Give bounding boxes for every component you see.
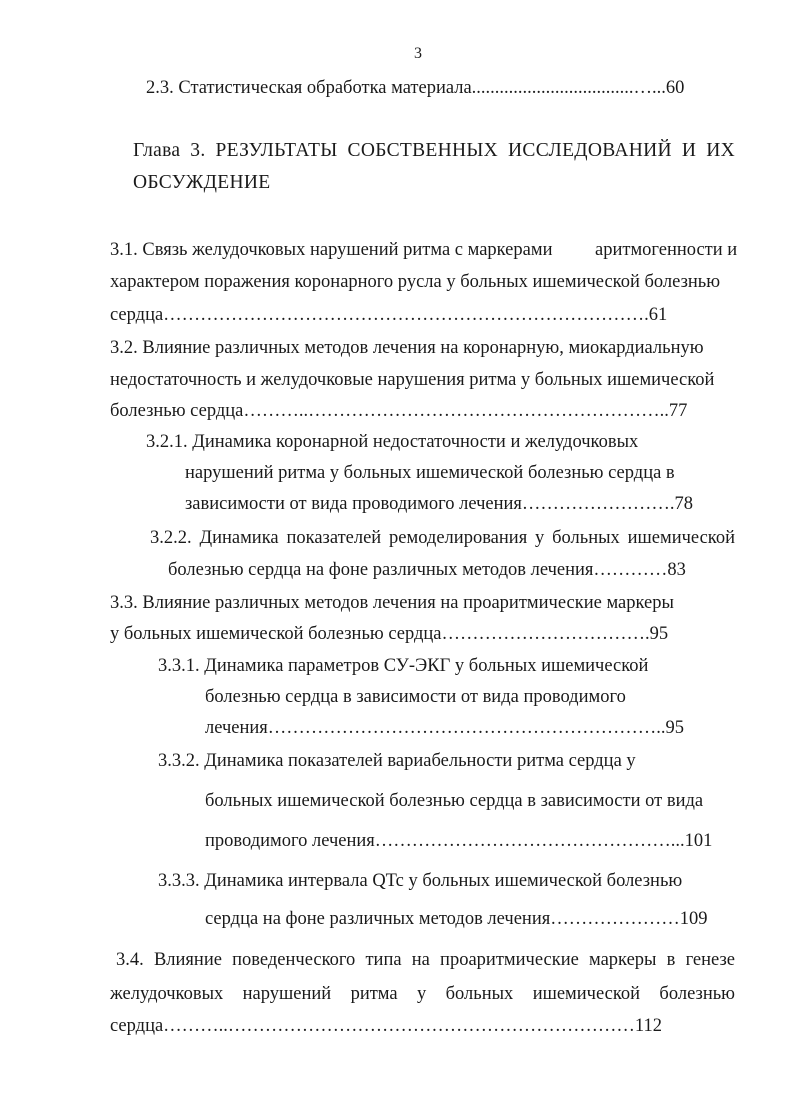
toc-entry-3-2-line-2: недостаточность и желудочковые нарушения ритма у больных ишемической	[110, 370, 715, 390]
toc-entry-3-1-line-1b: аритмогенности и	[595, 240, 738, 260]
toc-entry-2-3: 2.3. Статистическая обработка материала...................................…...60	[146, 78, 685, 98]
toc-entry-3-2-line-3: болезнью сердца………..…………………………………………………..77	[110, 401, 688, 421]
toc-entry-3-2-1-line-2: нарушений ритма у больных ишемической болезнью сердца в	[185, 463, 675, 483]
toc-entry-3-2-1-line-3: зависимости от вида проводимого лечения…………………….78	[185, 494, 694, 514]
toc-entry-3-3-1-line-3: лечения………………………………………………………..95	[205, 718, 685, 738]
toc-entry-3-1-line-1a: 3.1. Связь желудочковых нарушений ритма с маркерами	[110, 240, 553, 260]
chapter-3-title-line-1: Глава 3. РЕЗУЛЬТАТЫ СОБСТВЕННЫХ ИССЛЕДОВАНИЙ И ИХ	[133, 140, 735, 161]
toc-entry-3-1-line-3: сердца…………………………………………………………………….61	[110, 305, 668, 325]
toc-entry-3-3-line-1: 3.3. Влияние различных методов лечения на проаритмические маркеры	[110, 593, 674, 613]
toc-entry-3-2-1-line-1: 3.2.1. Динамика коронарной недостаточности и желудочковых	[146, 432, 639, 452]
toc-entry-3-3-1-line-1: 3.3.1. Динамика параметров СУ-ЭКГ у больных ишемической	[158, 656, 649, 676]
toc-entry-3-1-line-2: характером поражения коронарного русла у больных ишемической болезнью	[110, 272, 721, 292]
toc-entry-3-2-2-line-1: 3.2.2. Динамика показателей ремоделирования у больных ишемической	[150, 528, 735, 548]
toc-entry-3-3-3-line-2: сердца на фоне различных методов лечения…………………109	[205, 909, 708, 929]
toc-entry-3-2-2-line-2: болезнью сердца на фоне различных методов лечения…………83	[168, 560, 686, 580]
toc-entry-3-4-line-2: желудочковых нарушений ритма у больных ишемической болезнью	[110, 984, 735, 1004]
toc-entry-3-3-3-line-1: 3.3.3. Динамика интервала QTc у больных ишемической болезнью	[158, 871, 683, 891]
toc-entry-3-3-2-line-2: больных ишемической болезнью сердца в зависимости от вида	[205, 791, 704, 811]
toc-entry-3-4-line-1: 3.4. Влияние поведенческого типа на проаритмические маркеры в генезе	[116, 950, 735, 970]
toc-entry-3-3-line-2: у больных ишемической болезнью сердца…………………………….95	[110, 624, 669, 644]
toc-entry-3-4-line-3: сердца………..…………………………………………………………112	[110, 1016, 662, 1036]
toc-entry-3-3-1-line-2: болезнью сердца в зависимости от вида проводимого	[205, 687, 626, 707]
page-number: 3	[414, 45, 422, 62]
toc-entry-3-3-2-line-1: 3.3.2. Динамика показателей вариабельности ритма сердца у	[158, 751, 636, 771]
chapter-3-title-line-2: ОБСУЖДЕНИЕ	[133, 172, 271, 193]
toc-entry-3-2-line-1: 3.2. Влияние различных методов лечения на коронарную, миокардиальную	[110, 338, 704, 358]
toc-entry-3-3-2-line-3: проводимого лечения…………………………………………...101	[205, 831, 713, 851]
